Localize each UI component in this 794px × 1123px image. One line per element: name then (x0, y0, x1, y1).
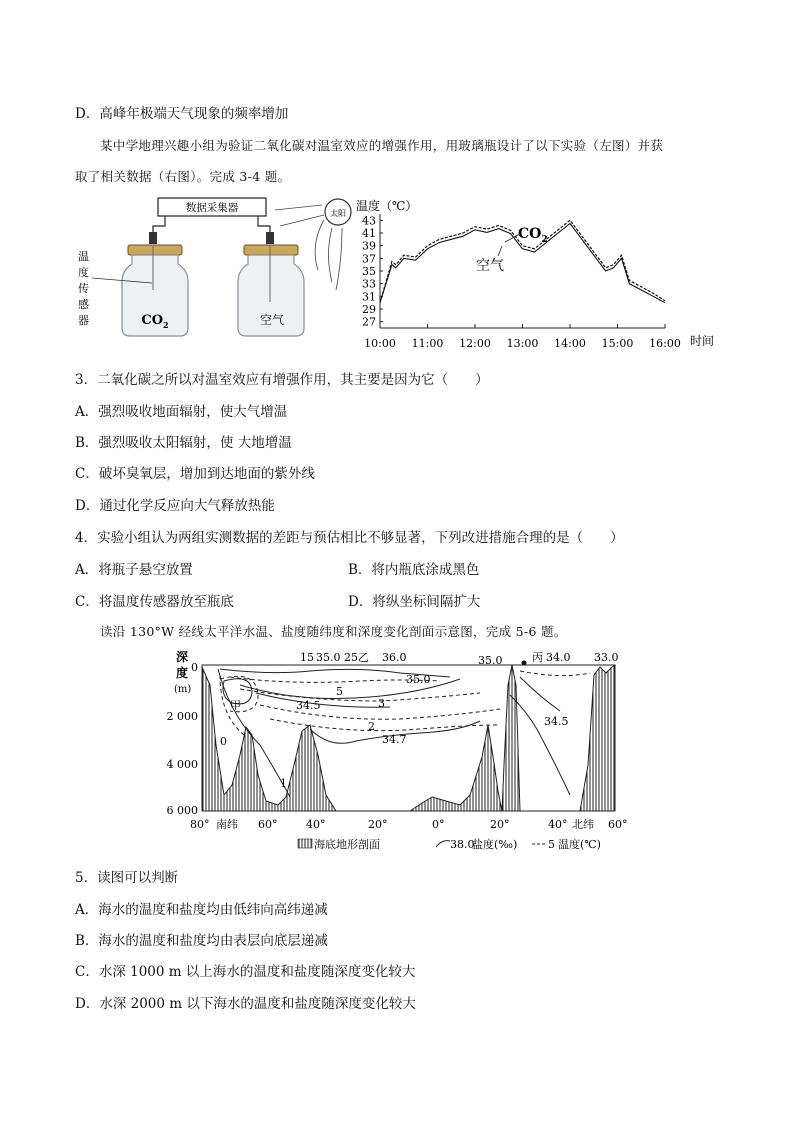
temp-xtick-label: 16:00 (649, 337, 681, 350)
inner-label-5: 5 (336, 685, 343, 698)
depth-label-char1: 深 (176, 650, 189, 664)
q3-stem: 3．二氧化碳之所以对温室效应有增强作用，其主要是因为它（ ） (75, 372, 489, 388)
q4-option-a: A．将瓶子悬空放置 (75, 562, 193, 578)
q5-option-a: A．海水的温度和盐度均由低纬向高纬递减 (75, 902, 328, 918)
temp-ytick-label: 31 (362, 290, 376, 304)
top-label-15: 15 (300, 651, 314, 664)
inner-label-1: 1 (280, 777, 287, 790)
q3-option-d: D．通过化学反应向大气释放热能 (75, 498, 275, 514)
experiment-figure (70, 190, 370, 340)
lat-tick-40s: 40° (306, 818, 326, 831)
temp-ytick-label: 41 (362, 227, 376, 240)
q3-option-b: B．强烈吸收太阳辐射，使 大地增温 (75, 435, 292, 451)
lat-tick-60s: 60° (258, 818, 278, 831)
inner-label-34-5b: 34.5 (544, 715, 569, 728)
lat-tick-north: 北纬 (572, 818, 594, 831)
intro-5-6: 读沿 130°W 经线太平洋水温、盐度随纬度和深度变化剖面示意图，完成 5-6 题。 (100, 624, 567, 639)
temp-ytick-label: 29 (362, 303, 376, 316)
top-label-34-0: 34.0 (546, 651, 571, 664)
lat-tick-0: 0° (432, 818, 445, 831)
air-series-label: 空气 (476, 258, 504, 274)
temp-xtick-label: 15:00 (601, 337, 634, 350)
lat-tick-60n: 60° (608, 818, 628, 831)
top-label-33-0: 33.0 (594, 651, 619, 664)
co2-jar-sub: 2 (163, 320, 169, 330)
q5-stem: 5．读图可以判断 (75, 870, 179, 886)
temp-ytick-label: 39 (362, 239, 376, 253)
q4-option-c: C．将温度传感器放至瓶底 (75, 594, 234, 610)
temp-ytick-label: 37 (362, 252, 376, 266)
depth-tick-0: 0 (191, 661, 198, 674)
q5-option-b: B．海水的温度和盐度均由表层向底层递减 (75, 933, 328, 949)
legend-terrain-swatch (298, 839, 312, 848)
q5-option-c: C．水深 1000 m 以上海水的温度和盐度随深度变化较大 (75, 964, 416, 980)
point-bing-marker (522, 661, 527, 666)
lat-tick-20s: 20° (368, 818, 388, 831)
legend-temp-num: 5 (548, 838, 555, 851)
legend-salinity-num: 38.0 (450, 838, 475, 851)
q4-stem: 4．实验小组认为两组实测数据的差距与预估相比不够显著，下列改进措施合理的是（ ） (75, 530, 624, 546)
lat-tick-20n: 20° (490, 818, 510, 831)
lat-tick-south: 南纬 (216, 818, 238, 831)
top-label-bing: 丙 (532, 651, 543, 664)
temp-ytick-label: 43 (362, 214, 376, 228)
temp-xtick-label: 11:00 (411, 337, 444, 350)
q2-option-d: D．高峰年极端天气现象的频率增加 (75, 106, 289, 122)
top-label-36-0: 36.0 (382, 651, 407, 664)
q5-option-d: D．水深 2000 m 以下海水的温度和盐度随深度变化较大 (75, 996, 416, 1012)
sensor-label: 温 度 传 感 器 (78, 250, 89, 327)
depth-tick-6000: 6 000 (166, 804, 198, 817)
inner-label-jia: 甲 (230, 699, 241, 712)
temp-chart-xlabel: 时间 (690, 334, 715, 348)
temp-chart-ylabel: 温度（℃） (356, 199, 418, 213)
ocean-profile-figure (160, 645, 640, 855)
inner-label-34-7: 34.7 (382, 733, 407, 746)
air-jar-label: 空气 (259, 313, 285, 327)
data-collector-label: 数据采集器 (185, 202, 239, 214)
lat-tick-40n: 40° (548, 818, 568, 831)
temp-xtick-label: 14:00 (554, 337, 586, 350)
q4-option-b: B．将内瓶底涂成黑色 (348, 562, 480, 578)
inner-label-35-0: 35.0 (406, 673, 431, 686)
co2-jar-label: CO (141, 313, 164, 328)
inner-label-34-5: 34.5 (296, 699, 321, 712)
q3-option-c: C．破坏臭氧层，增加到达地面的紫外线 (75, 466, 315, 482)
co2-jar (122, 245, 188, 336)
temperature-chart (340, 196, 730, 356)
q4-option-d: D．将纵坐标间隔扩大 (348, 594, 481, 610)
legend-salinity: 盐度(‰) (472, 838, 518, 851)
inner-label-3: 3 (378, 697, 385, 710)
depth-label-char2: 度 (176, 666, 189, 680)
inner-label-0: 0 (220, 735, 227, 748)
legend-terrain: 海底地形剖面 (314, 838, 380, 851)
q3-option-a: A．强烈吸收地面辐射，使大气增温 (75, 404, 288, 420)
depth-tick-4000: 4 000 (166, 758, 198, 771)
legend-salinity-swatch (436, 841, 450, 847)
intro-3-4-line2: 取了相关数据（右图）。完成 3-4 题。 (75, 169, 291, 184)
temp-ytick-label: 27 (362, 315, 376, 329)
top-label-25: 25 (344, 651, 358, 664)
lat-tick-80: 80° (190, 818, 210, 831)
temp-xtick-label: 10:00 (364, 337, 396, 350)
top-label-35-0: 35.0 (316, 651, 341, 664)
air-jar (238, 245, 304, 336)
temp-ytick-label: 33 (362, 277, 376, 291)
legend-temp: 温度(℃) (558, 838, 601, 851)
inner-label-2: 2 (368, 720, 375, 733)
temp-xtick-label: 13:00 (506, 337, 539, 350)
temp-xtick-label: 12:00 (459, 337, 491, 350)
depth-unit: (m) (174, 684, 192, 695)
top-label-35-0b: 35.0 (478, 654, 503, 667)
temp-ytick-label: 35 (362, 265, 376, 278)
sun-label: 太阳 (330, 209, 346, 218)
intro-3-4-line1: 某中学地理兴趣小组为验证二氧化碳对温室效应的增强作用，用玻璃瓶设计了以下实验（左图）并获 (100, 138, 664, 153)
depth-tick-2000: 2 000 (166, 710, 198, 723)
co2-series-label: $CO_2$ (518, 226, 548, 245)
top-label-yi: 乙 (358, 651, 369, 664)
